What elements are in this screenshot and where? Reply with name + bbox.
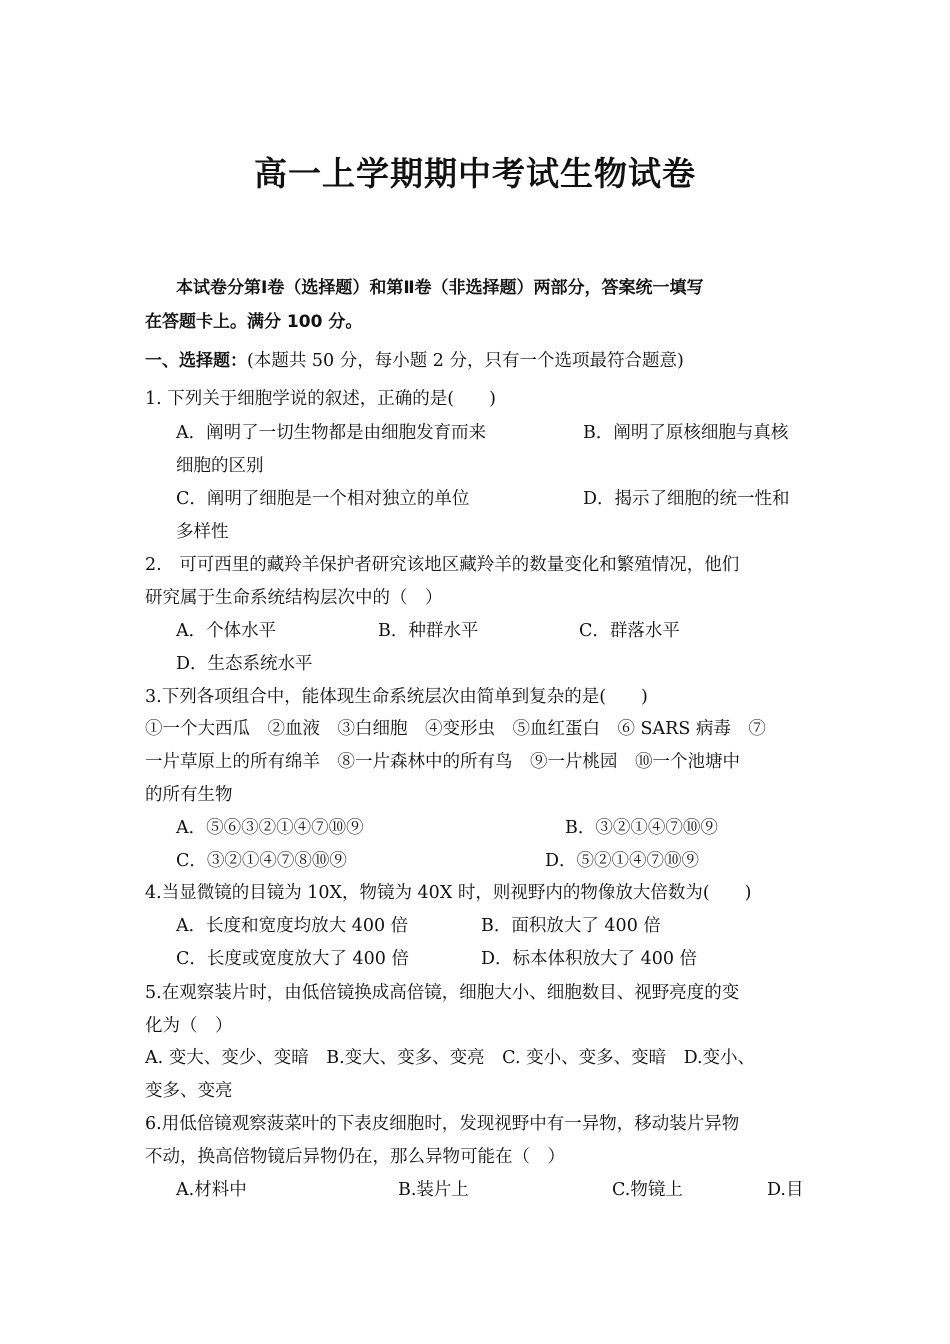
- q2-option-a: A．个体水平: [176, 621, 277, 641]
- section-heading-line: [145, 345, 825, 378]
- intro-line-2: 在答题卡上。满分 100 分。: [145, 312, 363, 332]
- section-heading: 一、选择题：: [145, 351, 247, 371]
- q1-stem: 1. 下列关于细胞学说的叙述，正确的是( ): [145, 389, 496, 409]
- q3-option-c: C．③②①④⑦⑧⑩⑨: [176, 851, 347, 871]
- q1-option-d-continued: 多样性: [176, 522, 229, 542]
- q4-option-d: D．标本体积放大了 400 倍: [481, 949, 698, 969]
- q6-stem-line-1: 6.用低倍镜观察菠菜叶的下表皮细胞时，发现视野中有一异物，移动装片异物: [145, 1114, 740, 1134]
- intro-line-1: 本试卷分第Ⅰ卷（选择题）和第Ⅱ卷（非选择题）两部分，答案统一填写: [176, 278, 704, 298]
- q1-option-a: A．阐明了一切生物都是由细胞发育而来: [176, 423, 487, 443]
- q2-stem-line-1: 2. 可可西里的藏羚羊保护者研究该地区藏羚羊的数量变化和繁殖情况，他们: [145, 555, 740, 575]
- q4-option-a: A．长度和宽度均放大 400 倍: [176, 916, 409, 936]
- q5-options-line-2: 变多、变亮: [145, 1081, 233, 1101]
- q1-option-d: D．揭示了细胞的统一性和: [583, 489, 790, 509]
- q3-option-b: B．③②①④⑦⑩⑨: [565, 818, 718, 838]
- q3-option-d: D．⑤②①④⑦⑩⑨: [545, 851, 700, 871]
- q6-option-a: A.材料中: [176, 1180, 247, 1200]
- q3-stem-line-4: 的所有生物: [145, 785, 233, 805]
- q1-option-c: C．阐明了细胞是一个相对独立的单位: [176, 489, 470, 509]
- q2-option-d: D．生态系统水平: [176, 654, 313, 674]
- q2-option-b: B．种群水平: [378, 621, 479, 641]
- q6-option-c: C.物镜上: [612, 1180, 683, 1200]
- q1-option-b: B．阐明了原核细胞与真核: [583, 423, 789, 443]
- q3-stem-line-3: 一片草原上的所有绵羊 ⑧一片森林中的所有鸟 ⑨一片桃园 ⑩一个池塘中: [145, 752, 740, 772]
- q4-stem: 4.当显微镜的目镜为 10X，物镜为 40X 时，则视野内的物像放大倍数为( ): [145, 883, 752, 903]
- q3-stem-line-1: 3.下列各项组合中，能体现生命系统层次由简单到复杂的是( ): [145, 687, 648, 707]
- q6-option-d: D.目: [767, 1180, 804, 1200]
- section-note: (本题共 50 分，每小题 2 分，只有一个选项最符合题意): [247, 351, 684, 371]
- q4-option-b: B．面积放大了 400 倍: [481, 916, 661, 936]
- q1-option-b-continued: 细胞的区别: [176, 456, 264, 476]
- q2-option-c: C．群落水平: [579, 621, 680, 641]
- q5-stem-line-2: 化为（ ）: [145, 1016, 233, 1036]
- q3-option-a: A．⑤⑥③②①④⑦⑩⑨: [176, 818, 364, 838]
- q6-stem-line-2: 不动，换高倍物镜后异物仍在，那么异物可能在（ ）: [145, 1147, 565, 1167]
- q5-options-line-1: A. 变大、变少、变暗 B.变大、变多、变亮 C. 变小、变多、变暗 D.变小、: [145, 1048, 756, 1068]
- q2-stem-line-2: 研究属于生命系统结构层次中的（ ）: [145, 588, 443, 608]
- q5-stem-line-1: 5.在观察装片时，由低倍镜换成高倍镜，细胞大小、细胞数目、视野亮度的变: [145, 983, 740, 1003]
- q6-option-b: B.装片上: [398, 1180, 469, 1200]
- q4-option-c: C．长度或宽度放大了 400 倍: [176, 949, 409, 969]
- exam-title: 高一上学期期中考试生物试卷: [254, 154, 696, 193]
- q3-stem-line-2: ①一个大西瓜 ②血液 ③白细胞 ④变形虫 ⑤血红蛋白 ⑥ SARS 病毒 ⑦: [145, 719, 766, 739]
